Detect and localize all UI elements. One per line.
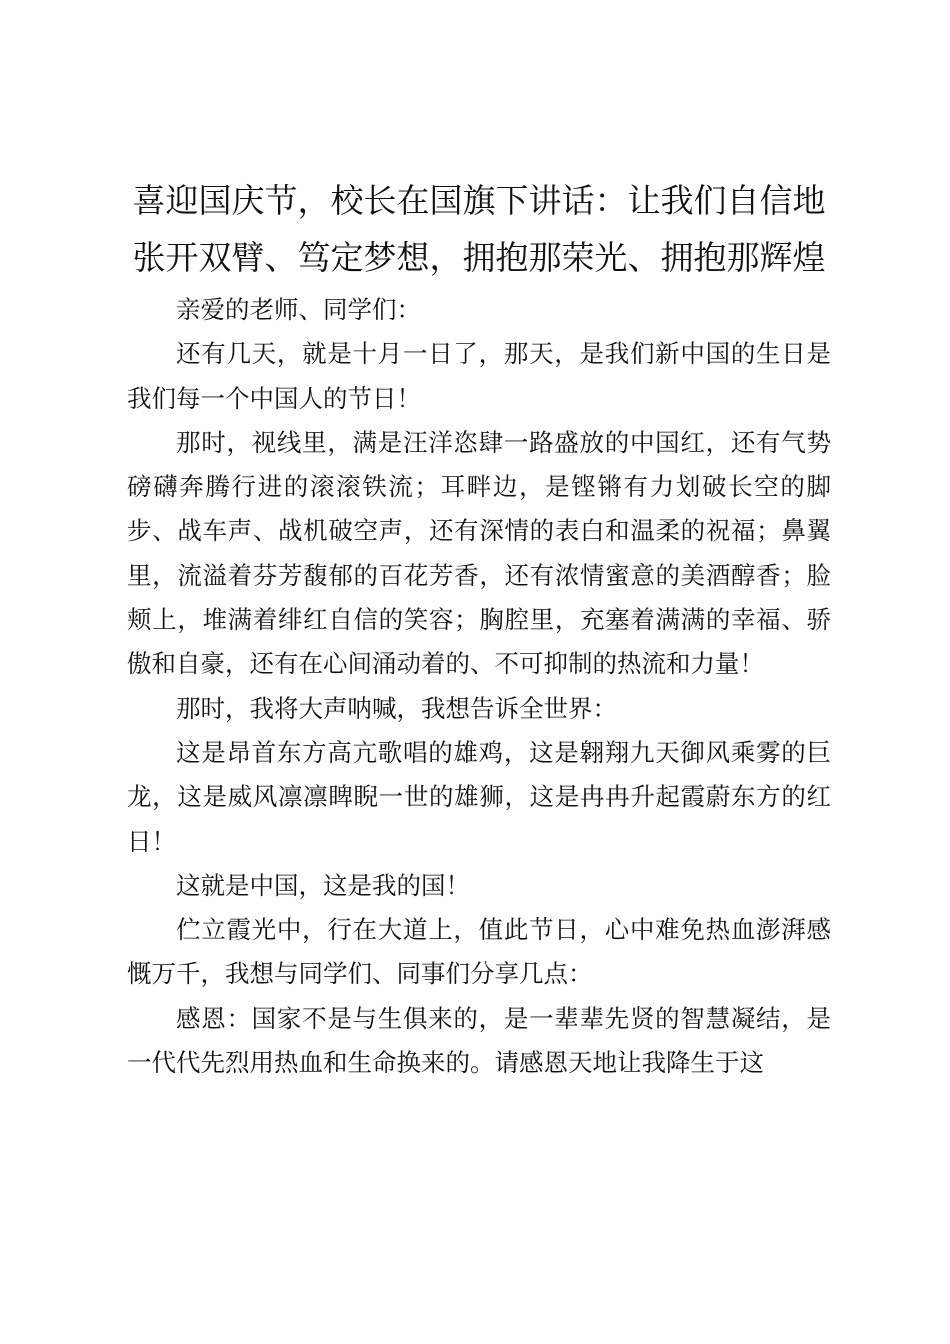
paragraph: 这就是中国，这是我的国！: [176, 870, 470, 900]
paragraph: 感恩：国家不是与生俱来的，是一辈辈先贤的智慧凝结，是一代代先烈用热血和生命换来的。请感恩天地让我降生于这: [127, 1003, 831, 1078]
paragraph: 亲爱的老师、同学们：: [176, 295, 421, 324]
document-title: 喜迎国庆节，校长在国旗下讲话：让我们自信地张开双臂、笃定梦想，拥抱那荣光、拥抱那辉煌: [132, 181, 826, 277]
paragraph: 那时，我将大声呐喊，我想告诉全世界：: [176, 693, 617, 723]
paragraph: 还有几天，就是十月一日了，那天，是我们新中国的生日是我们每一个中国人的节日！: [127, 339, 831, 413]
paragraph: 那时，视线里，满是汪洋恣肆一路盛放的中国红，还有气势磅礴奔腾行进的滚滚铁流；耳畔边，是铿锵有力划破长空的脚步、战车声、战机破空声，还有深情的表白和温柔的祝福；鼻翼里，流溢着芬芳馥郁的百花芳香，还有浓情蜜意的美酒醇香；脸颊上，堆满着绯红自信的笑容；胸腔里，充塞着满满的幸福、骄傲和自豪，还有在心间涌动着的、不可抑制的热流和力量！: [127, 427, 831, 679]
paragraph: 这是昂首东方高亢歌唱的雄鸡，这是翱翔九天御风乘雾的巨龙，这是威风凛凛睥睨一世的雄狮，这是冉冉升起霞蔚东方的红日！: [127, 737, 831, 856]
paragraph: 伫立霞光中，行在大道上，值此节日，心中难免热血澎湃感慨万千，我想与同学们、同事们分享几点：: [127, 915, 831, 989]
document-page: [127, 172, 831, 1085]
document-body: [127, 288, 831, 1085]
